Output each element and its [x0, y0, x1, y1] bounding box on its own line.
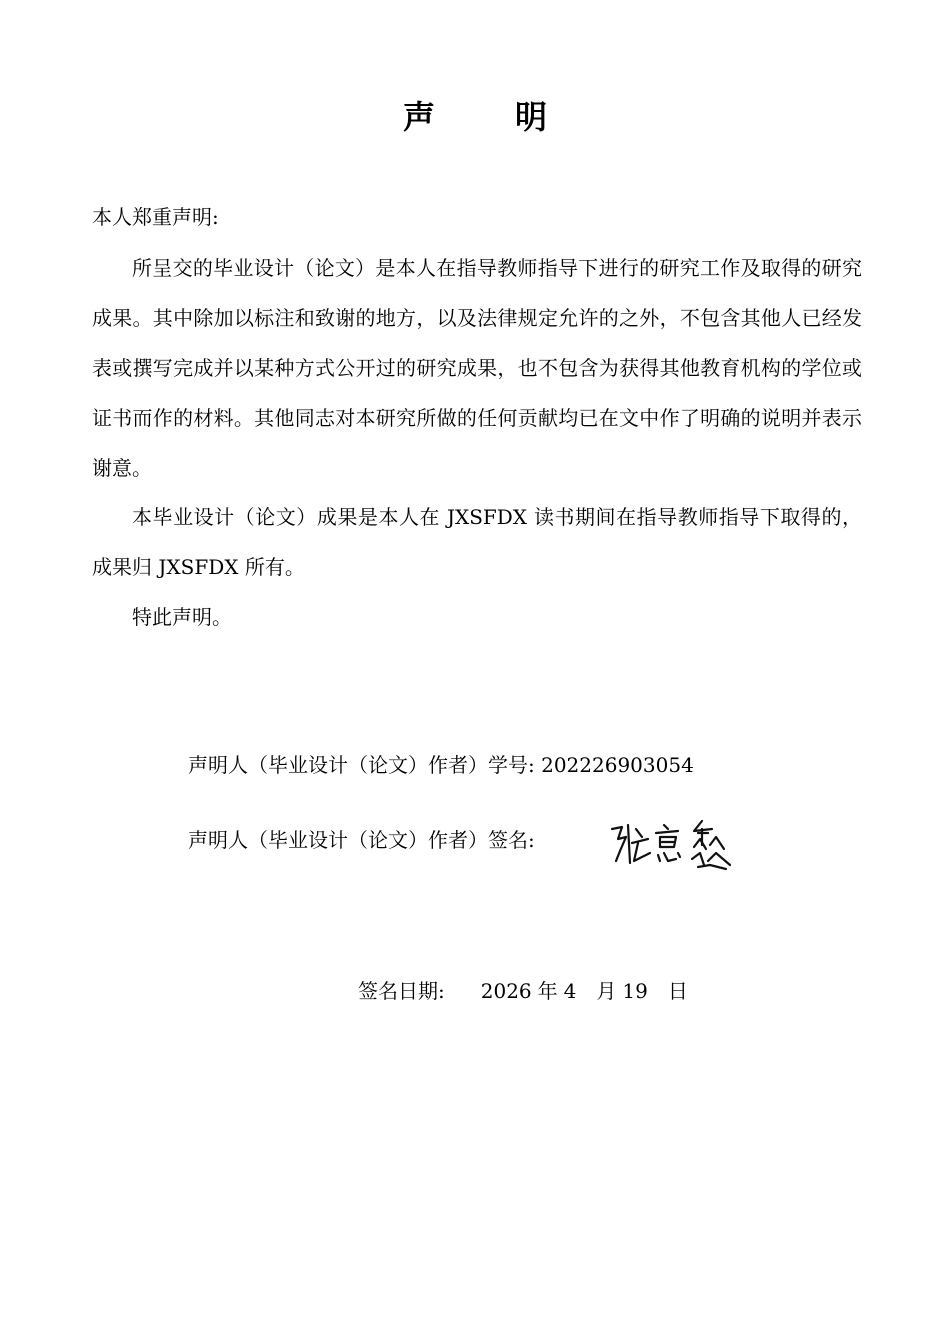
signature-date-line: [358, 976, 688, 1006]
date-day: 19: [622, 979, 648, 1003]
title-char-2: 明: [515, 98, 548, 136]
date-label: 签名日期:: [358, 979, 445, 1003]
declaration-paragraph-1: 所呈交的毕业设计（论文）是本人在指导教师指导下进行的研究工作及取得的研究成果。其中除加以标注和致谢的地方，以及法律规定允许的之外，不包含其他人已经发表或撰写完成并以某种方式公开过的研究成果，也不包含为获得其他教育机构的学位或证书而作的材料。其他同志对本研究所做的任何贡献均已在文中作了明确的说明并表示谢意。: [92, 256, 862, 480]
date-year: 2026: [480, 979, 532, 1003]
intro-line: 本人郑重声明:: [92, 205, 219, 229]
page-title: [0, 92, 950, 138]
date-month: 4: [563, 979, 577, 1003]
student-id-line: [188, 750, 694, 780]
student-id-value: 202226903054: [541, 753, 694, 777]
title-char-1: 声: [402, 98, 435, 136]
date-year-unit: 年: [537, 979, 558, 1003]
signature-label: 声明人（毕业设计（论文）作者）签名:: [188, 828, 535, 852]
declaration-paragraph-2: 本毕业设计（论文）成果是本人在 JXSFDX 读书期间在指导教师指导下取得的，成果归 JXSFDX 所有。: [92, 505, 862, 579]
declaration-closing: 特此声明。: [132, 605, 232, 629]
student-id-label: 声明人（毕业设计（论文）作者）学号:: [188, 753, 535, 777]
date-day-unit: 日: [667, 979, 688, 1003]
handwritten-signature: [606, 815, 736, 875]
date-month-unit: 月: [596, 979, 617, 1003]
